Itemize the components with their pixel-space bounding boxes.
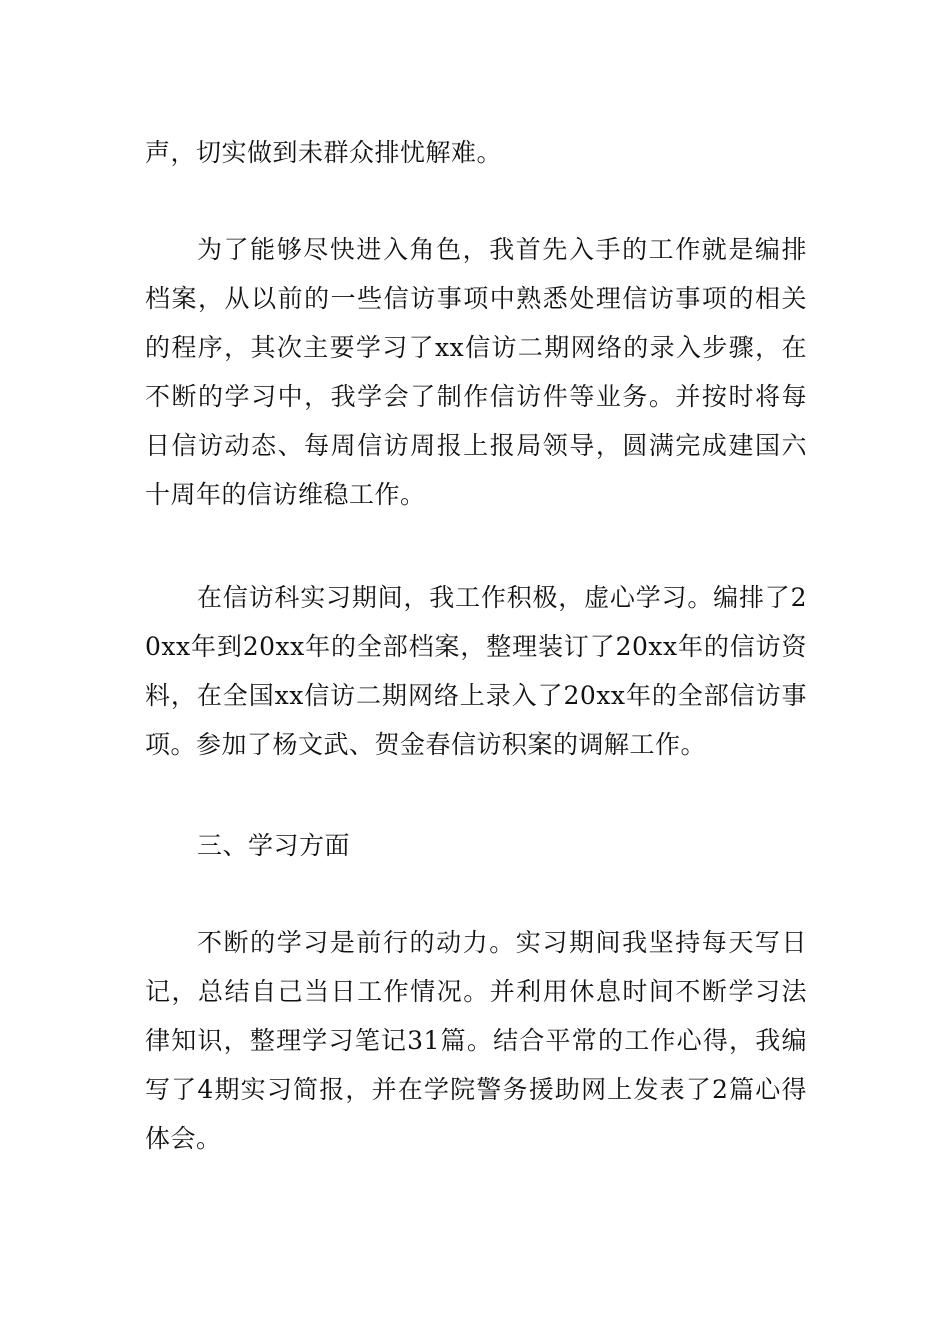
paragraph-archive-work: 为了能够尽快进入角色，我首先入手的工作就是编排档案，从以前的一些信访事项中熟悉处理信访事项的相关的程序，其次主要学习了xx信访二期网络的录入步骤，在不断的学习中，我学会了制作信访件等业务。并按时将每日信访动态、每周信访周报上报局领导，圆满完成建国六十周年的信访维稳工作。: [145, 235, 807, 509]
paragraph-learning-details: 不断的学习是前行的动力。实习期间我坚持每天写日记，总结自己当日工作情况。并利用休息时间不断学习法律知识，整理学习笔记31篇。结合平常的工作心得，我编写了4期实习简报，并在学院警务援助网上发表了2篇心得体会。: [145, 928, 807, 1153]
section-heading-learning: 三、学习方面: [197, 831, 351, 860]
paragraph-internship-duties: 在信访科实习期间，我工作积极，虚心学习。编排了20xx年到20xx年的全部档案，整理装订了20xx年的信访资料，在全国xx信访二期网络上录入了20xx年的全部信访事项。参加了杨文武、贺金春信访积案的调解工作。: [145, 583, 807, 759]
paragraph-continuation: 声，切实做到未群众排忧解难。: [145, 138, 503, 167]
